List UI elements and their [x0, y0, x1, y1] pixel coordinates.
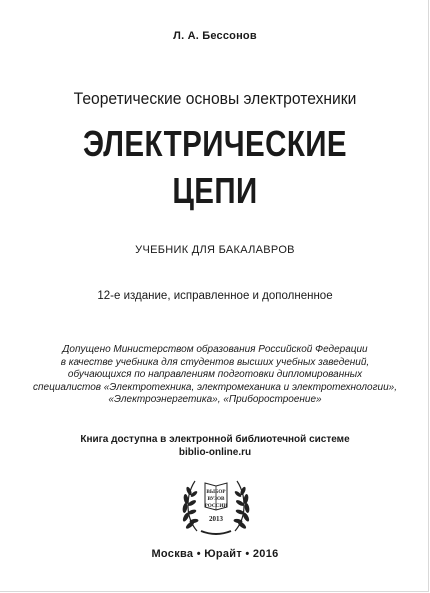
approval-line: «Электроэнергетика», «Приборостроение» — [108, 394, 322, 405]
seal-top-text: ВЫБОР — [206, 489, 226, 495]
library-url: biblio-online.ru — [178, 446, 252, 458]
approval-line: специалистов «Электротехника, электромеханика и электротехнологии», — [33, 381, 397, 393]
seal-mid-text: ВУЗОВ — [207, 496, 225, 502]
seal-bottom-text: РОССИИ — [204, 503, 228, 509]
library-notice-line: Книга доступна в электронной библиотечной системе — [80, 434, 350, 445]
book-subtitle: Теоретические основы электротехники — [73, 89, 357, 108]
approval-line: обучающихся по направлениям подготовки дипломированных — [67, 369, 363, 380]
edition-note: 12-е издание, исправленное и дополненное — [97, 290, 333, 302]
approval-statement — [0, 344, 430, 407]
author-name: Л. А. Бессонов — [173, 30, 257, 42]
seal-ribbon — [201, 531, 231, 534]
laurel-right-branch — [233, 481, 250, 531]
book-title-line-1: ЭЛЕКТРИЧЕСКИЕ — [83, 123, 347, 164]
approval-line: Допущено Министерством образования Российской Федерации — [62, 344, 368, 355]
publisher-footer: Москва • Юрайт • 2016 — [151, 548, 279, 560]
book-title-line-2: ЦЕПИ — [172, 170, 258, 211]
book-category: УЧЕБНИК ДЛЯ БАКАЛАВРОВ — [135, 244, 295, 256]
library-notice — [0, 434, 430, 459]
laurel-wreath-icon — [177, 473, 255, 537]
laurel-left-branch — [182, 481, 199, 531]
approval-line: в качестве учебника для студентов высших учебных заведений, — [60, 356, 370, 368]
seal-year: 2013 — [209, 515, 223, 523]
